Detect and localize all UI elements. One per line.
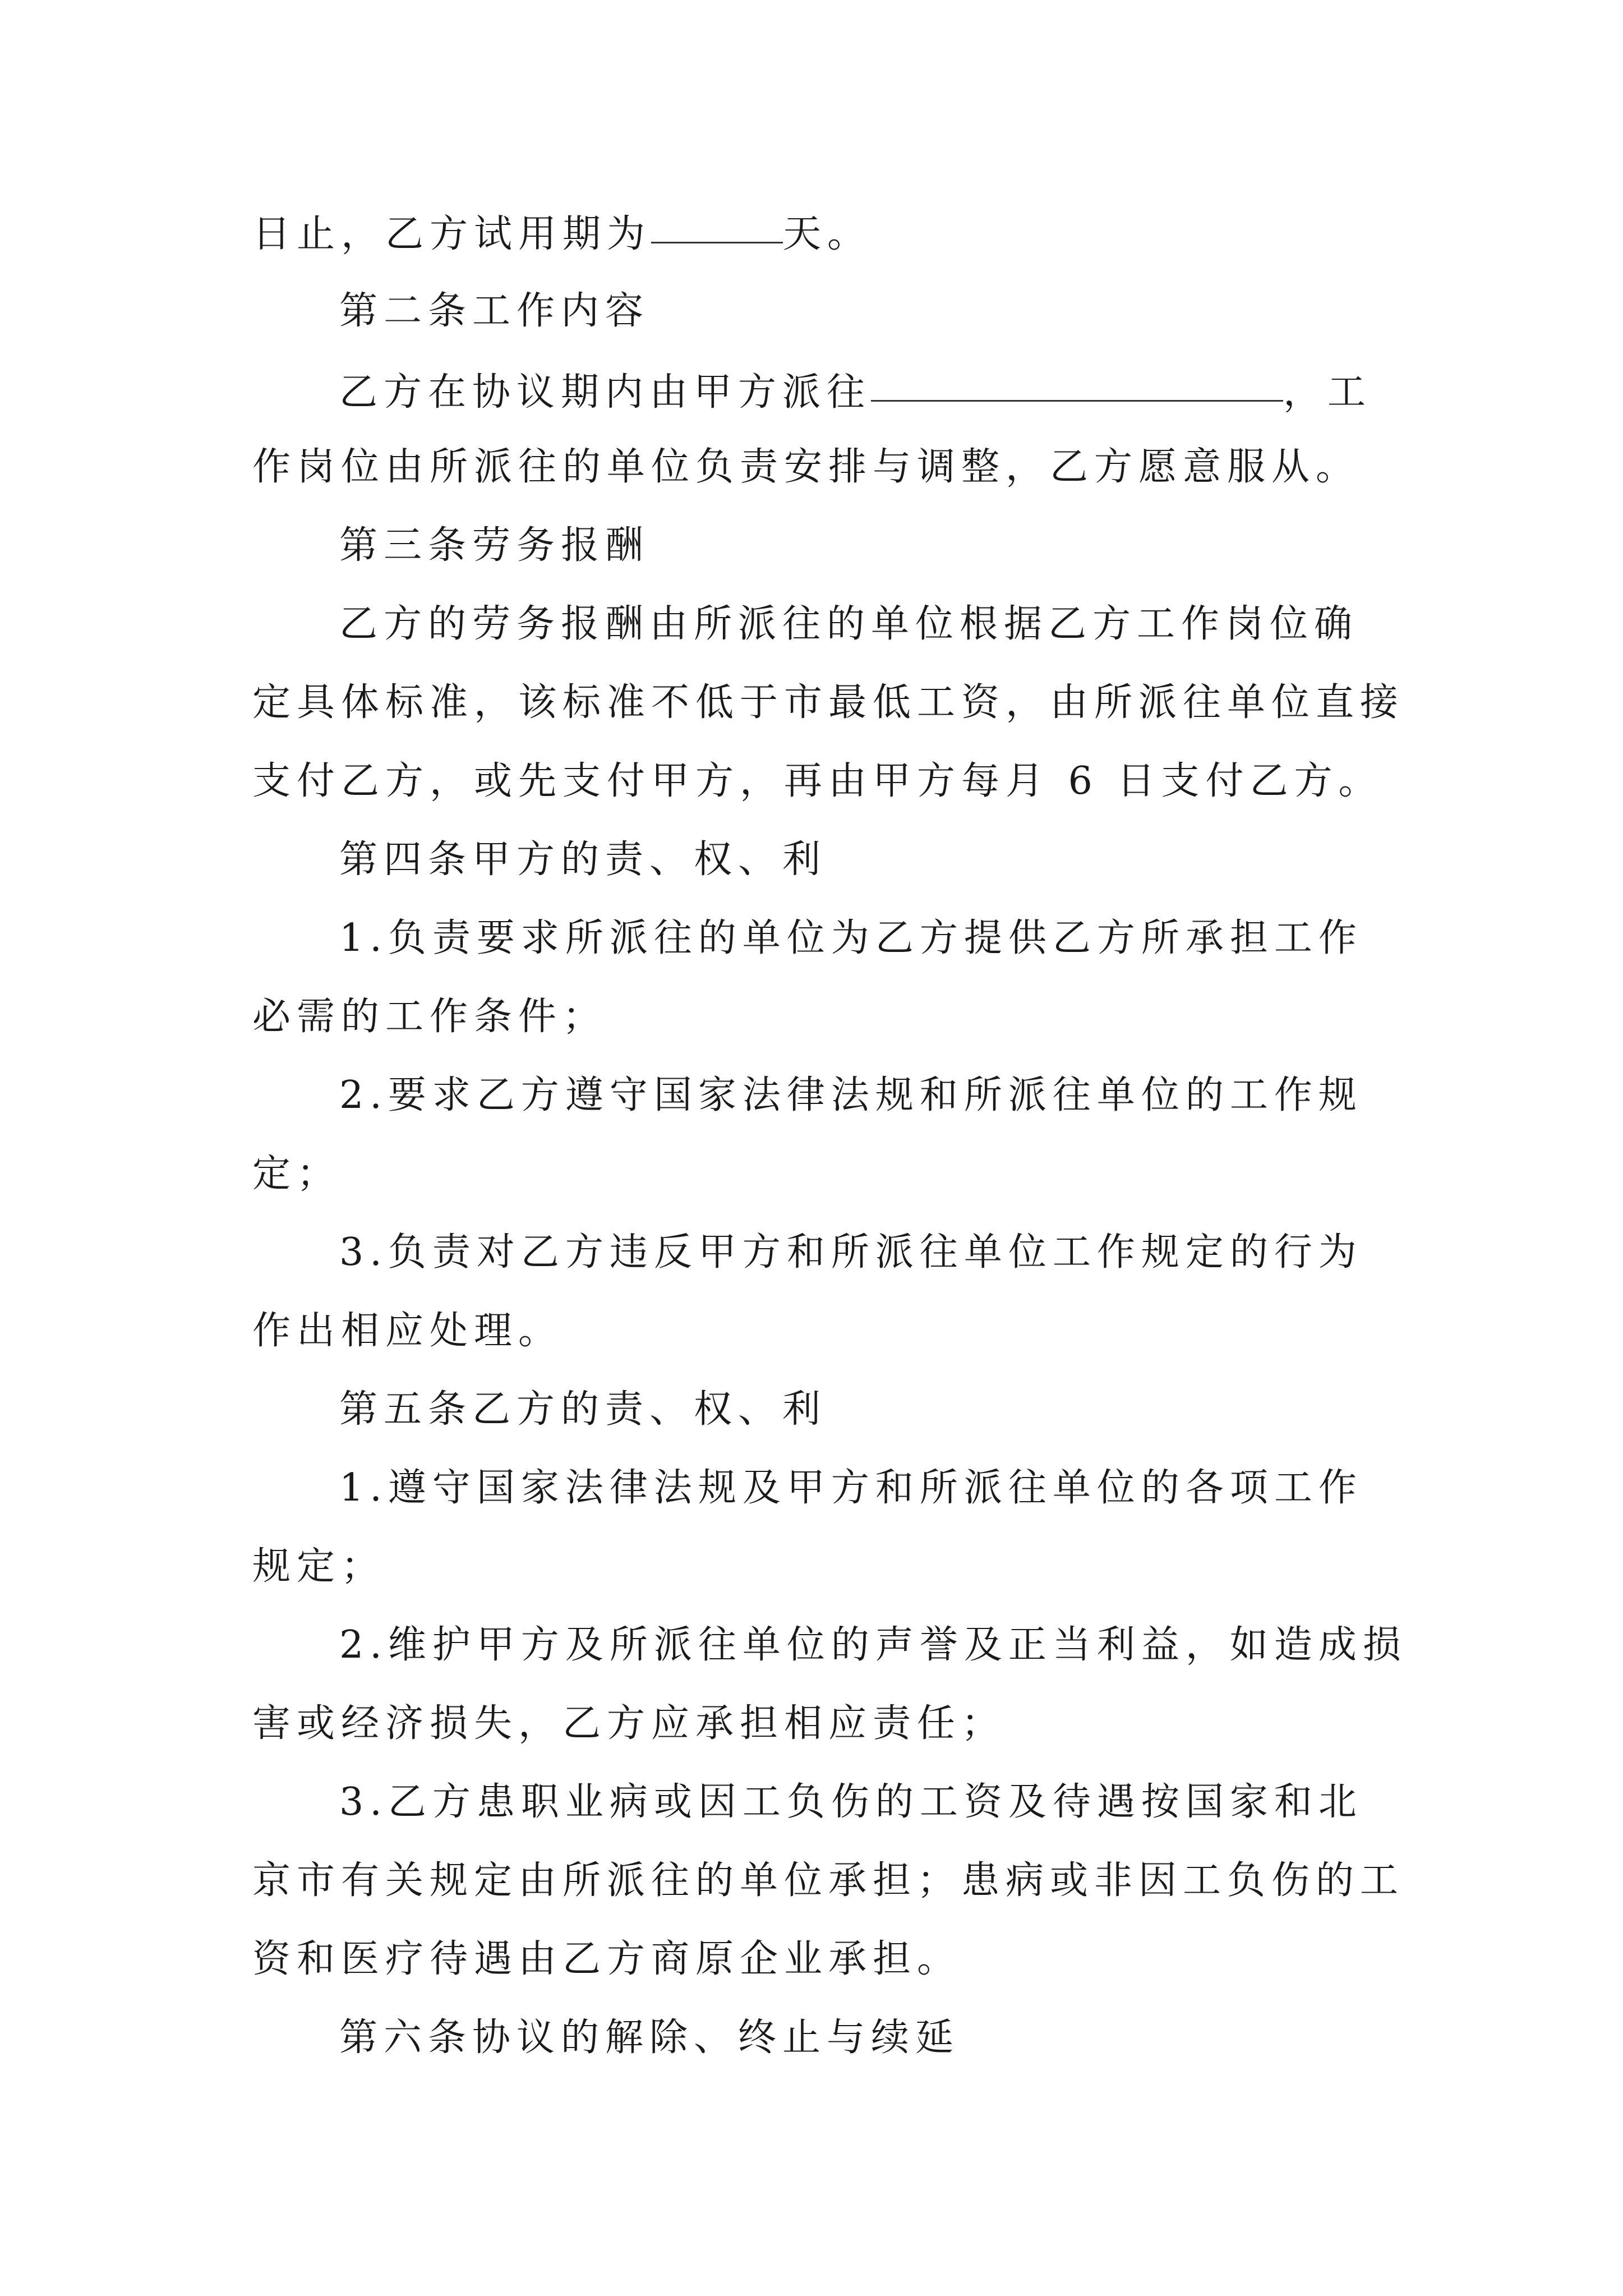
section-heading-2: 第二条工作内容 xyxy=(339,289,650,333)
text-line: 京市有关规定由所派往的单位承担；患病或非因工负伤的工 xyxy=(252,1858,1405,1903)
text-line: 规定； xyxy=(252,1544,386,1589)
text-line: 作出相应处理。 xyxy=(252,1309,563,1353)
text-line: 支付乙方，或先支付甲方，再由甲方每月 6 日支付乙方。 xyxy=(252,759,1383,803)
list-item: 2.维护甲方及所派往单位的声誉及正当利益，如造成损 xyxy=(339,1623,1407,1667)
text-line-trial-period xyxy=(252,205,872,261)
text-line: 乙方的劳务报酬由所派往的单位根据乙方工作岗位确 xyxy=(339,602,1359,646)
text-line xyxy=(339,363,1372,419)
text-segment: 日止，乙方试用期为 xyxy=(252,212,652,256)
section-heading-6: 第六条协议的解除、终止与续延 xyxy=(339,2016,960,2060)
text-line: 定； xyxy=(252,1152,342,1196)
text-line: 必需的工作条件； xyxy=(252,995,607,1039)
section-heading-3: 第三条劳务报酬 xyxy=(339,523,650,568)
text-segment: ，工 xyxy=(1283,370,1372,415)
text-line: 资和医疗待遇由乙方商原企业承担。 xyxy=(252,1937,962,1981)
list-item: 3.乙方患职业病或因工负伤的工资及待遇按国家和北 xyxy=(339,1780,1363,1824)
section-heading-5: 第五条乙方的责、权、利 xyxy=(339,1387,827,1432)
text-segment: 天。 xyxy=(783,212,872,256)
list-item: 3.负责对乙方违反甲方和所派往单位工作规定的行为 xyxy=(339,1230,1363,1274)
list-item: 1.遵守国家法律法规及甲方和所派往单位的各项工作 xyxy=(339,1466,1363,1510)
text-line: 作岗位由所派往的单位负责安排与调整，乙方愿意服从。 xyxy=(252,445,1361,489)
text-line: 害或经济损失，乙方应承担相应责任； xyxy=(252,1701,1006,1746)
text-line: 定具体标准，该标准不低于市最低工资，由所派往单位直接 xyxy=(252,680,1405,725)
blank-underline xyxy=(871,360,1283,402)
text-segment: 乙方在协议期内由甲方派往 xyxy=(339,370,872,415)
list-item: 2.要求乙方遵守国家法律法规和所派往单位的工作规 xyxy=(339,1073,1363,1117)
section-heading-4: 第四条甲方的责、权、利 xyxy=(339,838,827,882)
list-item: 1.负责要求所派往的单位为乙方提供乙方所承担工作 xyxy=(339,916,1363,960)
blank-underline xyxy=(651,201,783,243)
